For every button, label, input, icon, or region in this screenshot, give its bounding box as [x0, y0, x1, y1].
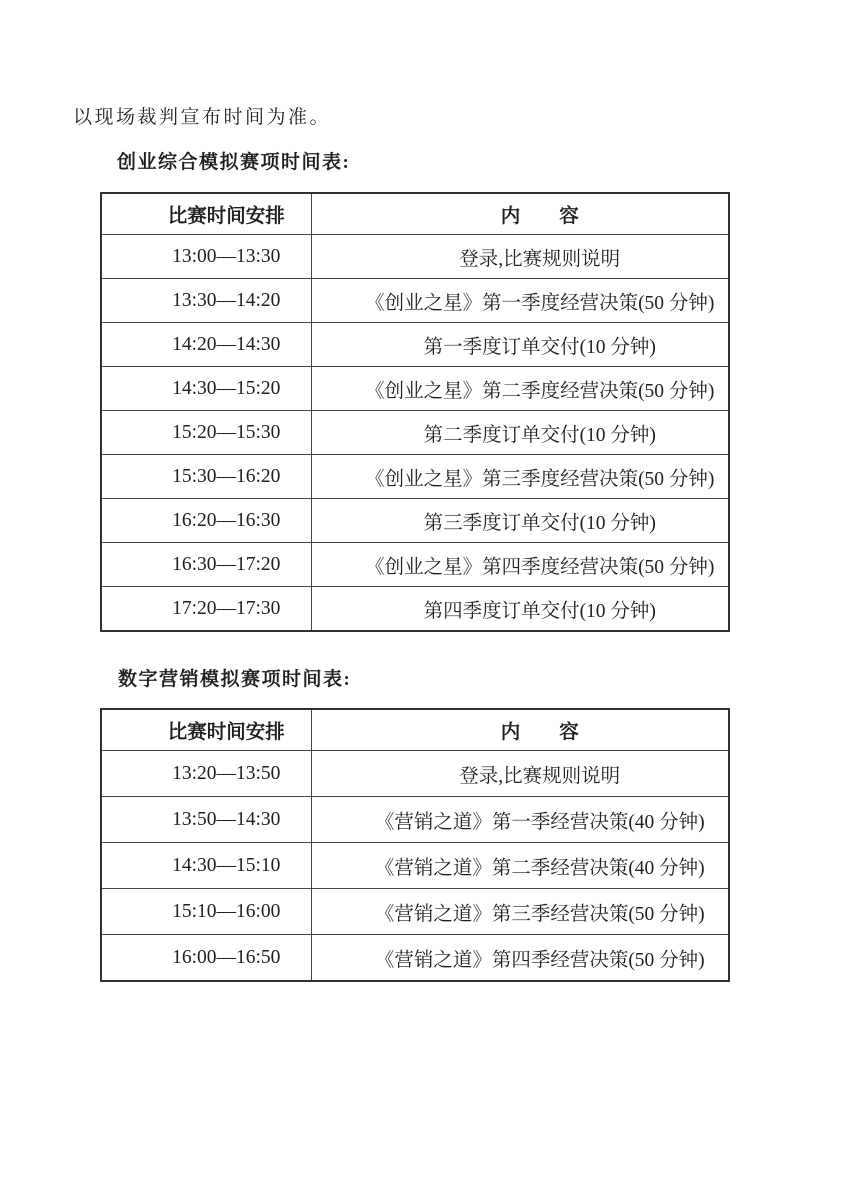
content-cell: 《创业之星》第三季度经营决策(50 分钟)	[311, 455, 729, 499]
time-cell: 13:00—13:30	[101, 235, 311, 279]
content-cell: 第四季度订单交付(10 分钟)	[311, 587, 729, 632]
time-cell: 15:30—16:20	[101, 455, 311, 499]
time-cell: 16:20—16:30	[101, 499, 311, 543]
content-cell: 第一季度订单交付(10 分钟)	[311, 323, 729, 367]
content-cell: 《创业之星》第二季度经营决策(50 分钟)	[311, 367, 729, 411]
content-cell: 第三季度订单交付(10 分钟)	[311, 499, 729, 543]
column-header-content: 内 容	[311, 709, 729, 751]
time-cell: 14:20—14:30	[101, 323, 311, 367]
time-cell: 14:30—15:20	[101, 367, 311, 411]
content-cell: 《营销之道》第二季经营决策(40 分钟)	[311, 843, 729, 889]
column-header-content: 内 容	[311, 193, 729, 235]
content-cell: 《创业之星》第四季度经营决策(50 分钟)	[311, 543, 729, 587]
table2-body	[101, 751, 729, 982]
table-row	[101, 499, 729, 543]
table-row	[101, 411, 729, 455]
table-row	[101, 935, 729, 982]
table-row	[101, 279, 729, 323]
table-row	[101, 323, 729, 367]
time-cell: 17:20—17:30	[101, 587, 311, 632]
time-cell: 15:10—16:00	[101, 889, 311, 935]
content-cell: 登录,比赛规则说明	[311, 751, 729, 797]
content-cell: 《营销之道》第三季经营决策(50 分钟)	[311, 889, 729, 935]
time-cell: 16:00—16:50	[101, 935, 311, 982]
header-row	[101, 193, 729, 235]
time-cell: 13:50—14:30	[101, 797, 311, 843]
table-row	[101, 455, 729, 499]
table2-heading: 数字营销模拟赛项时间表:	[118, 669, 352, 690]
table-row	[101, 751, 729, 797]
table-row	[101, 843, 729, 889]
table-row	[101, 235, 729, 279]
time-cell: 14:30—15:10	[101, 843, 311, 889]
header-row	[101, 709, 729, 751]
time-cell: 13:20—13:50	[101, 751, 311, 797]
time-cell: 13:30—14:20	[101, 279, 311, 323]
table-row	[101, 543, 729, 587]
content-cell: 《创业之星》第一季度经营决策(50 分钟)	[311, 279, 729, 323]
content-cell: 《营销之道》第四季经营决策(50 分钟)	[311, 935, 729, 982]
time-cell: 15:20—15:30	[101, 411, 311, 455]
column-header-time: 比赛时间安排	[101, 193, 311, 235]
schedule-table-entrepreneurship	[100, 192, 730, 632]
table1-header	[101, 193, 729, 235]
intro-paragraph: 以现场裁判宣布时间为准。	[73, 107, 332, 128]
content-cell: 登录,比赛规则说明	[311, 235, 729, 279]
column-header-time: 比赛时间安排	[101, 709, 311, 751]
table-row	[101, 797, 729, 843]
content-cell: 第二季度订单交付(10 分钟)	[311, 411, 729, 455]
table2-header	[101, 709, 729, 751]
table-row	[101, 367, 729, 411]
schedule-table-digital-marketing	[100, 708, 730, 982]
table1-body	[101, 235, 729, 632]
content-cell: 《营销之道》第一季经营决策(40 分钟)	[311, 797, 729, 843]
table-row	[101, 587, 729, 632]
time-cell: 16:30—17:20	[101, 543, 311, 587]
table1-heading: 创业综合模拟赛项时间表:	[117, 152, 351, 173]
table-row	[101, 889, 729, 935]
